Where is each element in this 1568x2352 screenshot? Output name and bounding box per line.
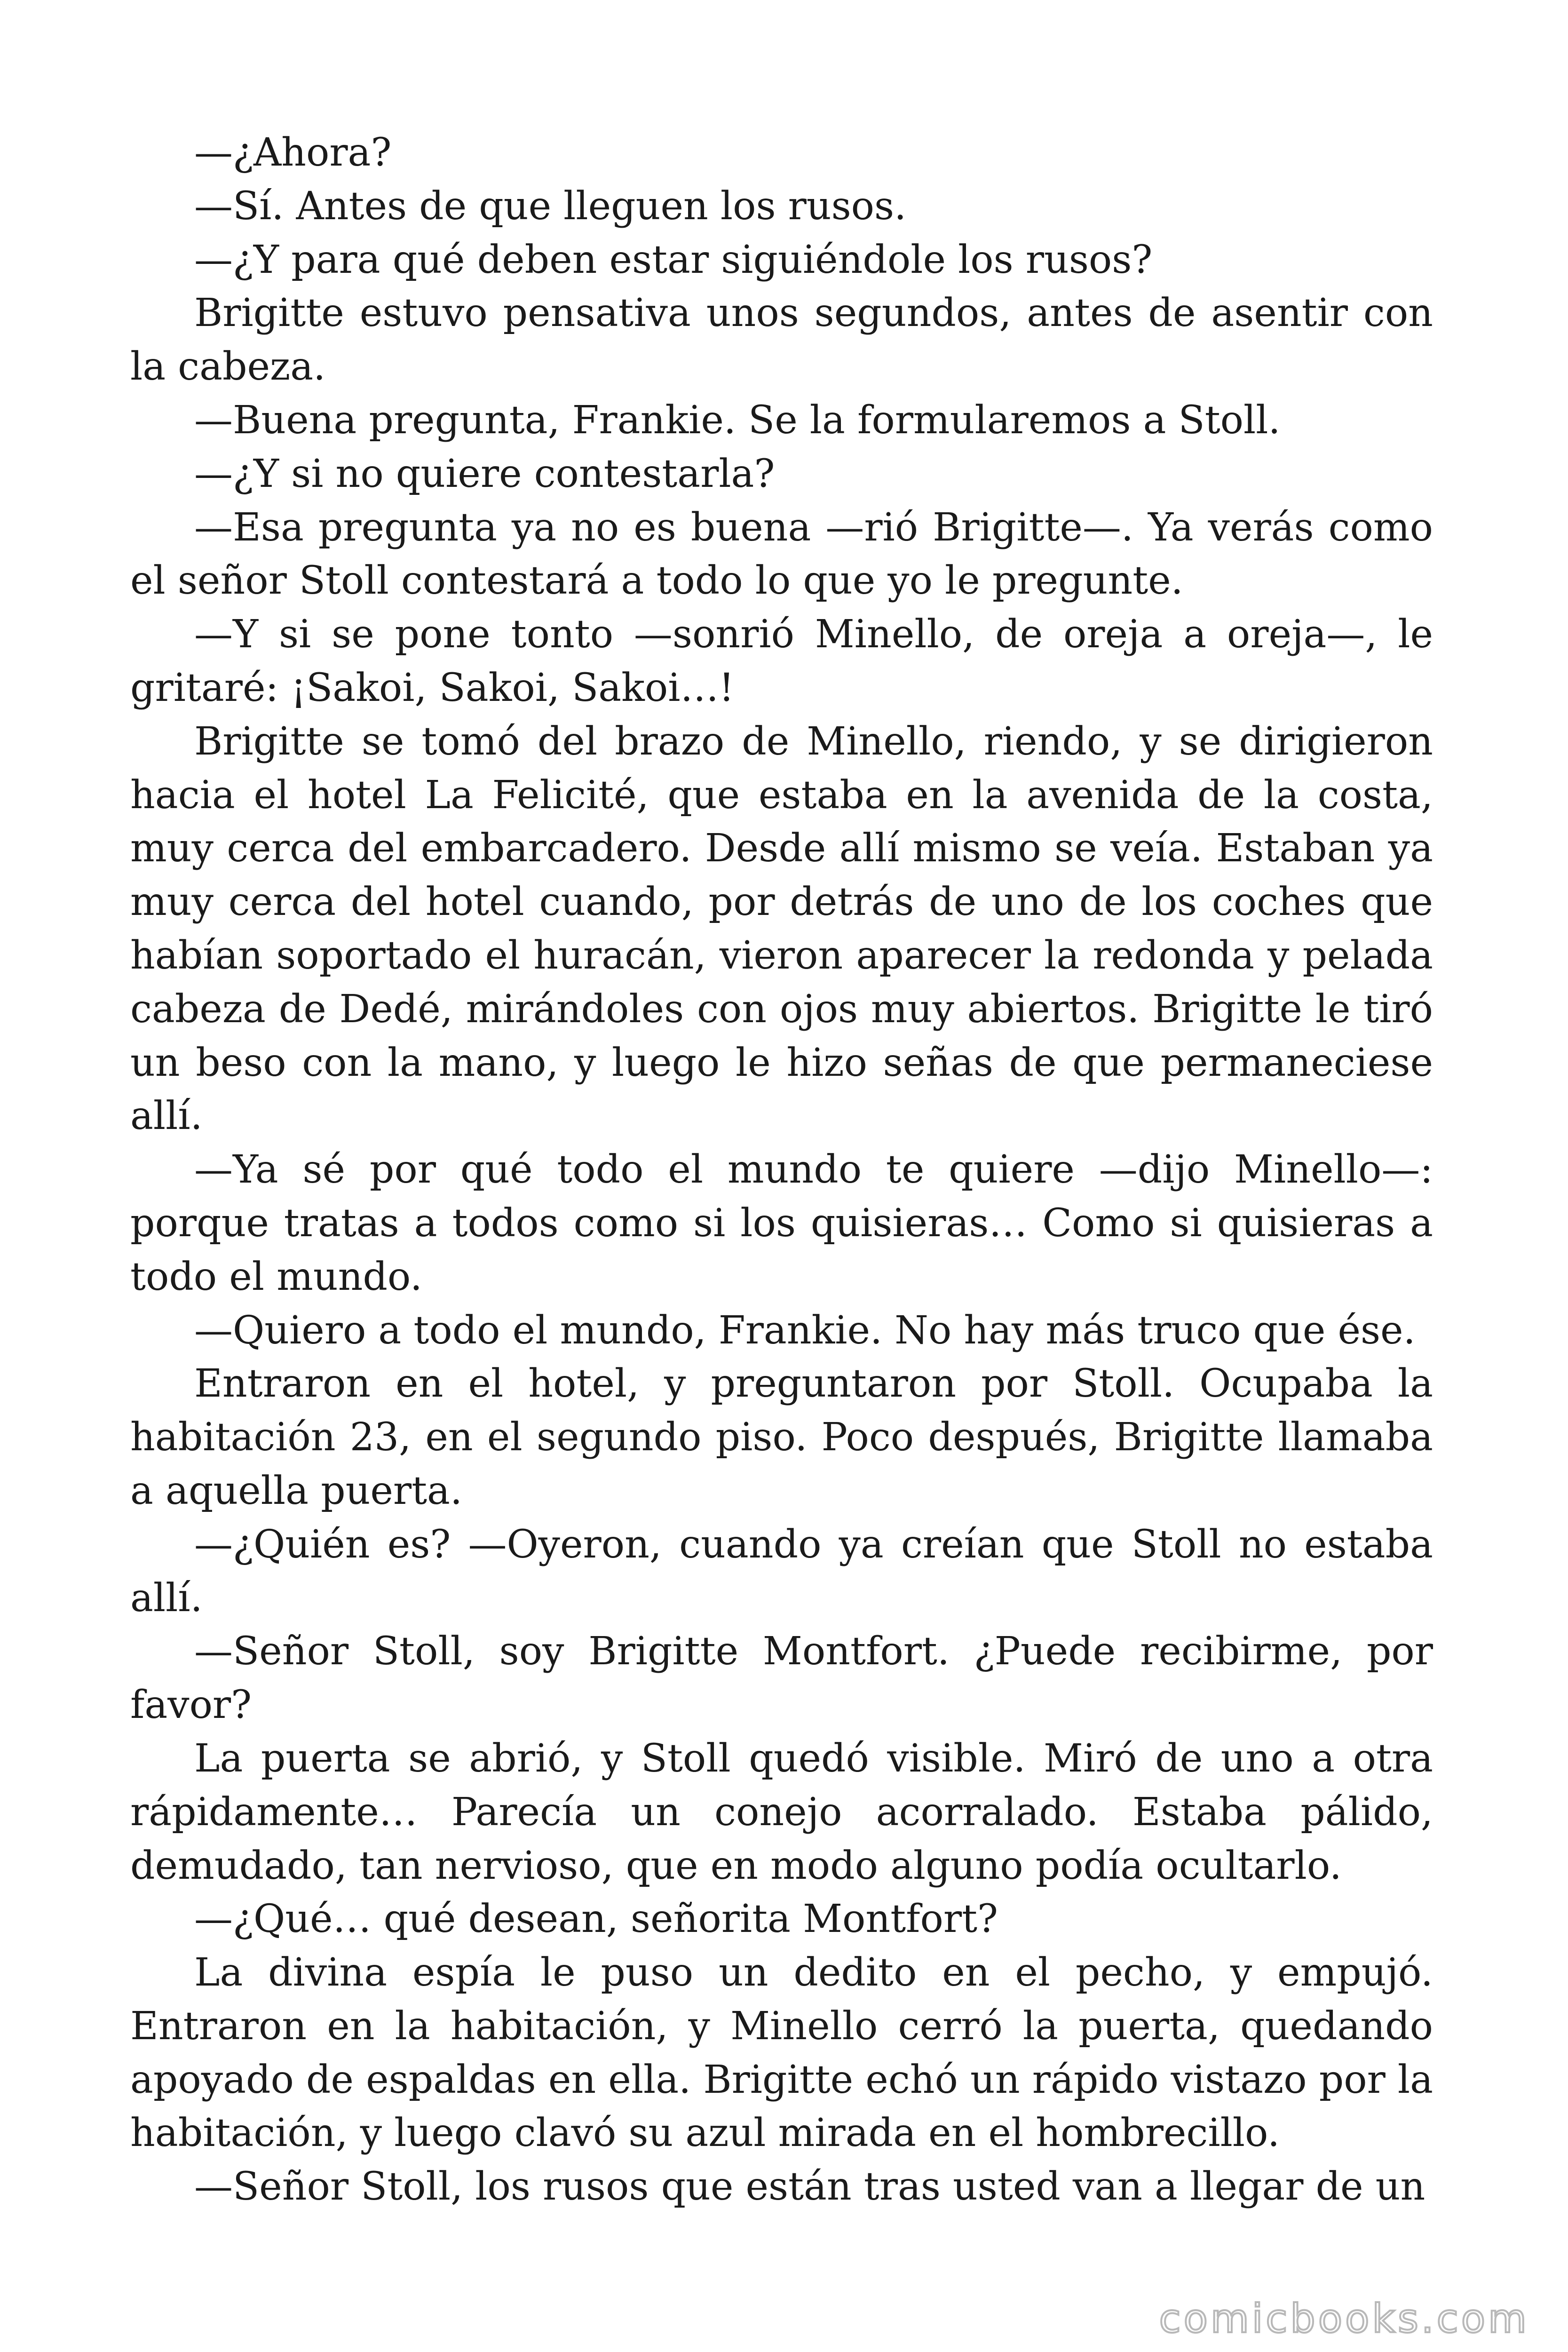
page-text (130, 126, 1433, 2214)
paragraph: —¿Quién es? —Oyeron, cuando ya creían que Stoll no estaba allí. (130, 1522, 1433, 1621)
paragraph: —Sí. Antes de que lleguen los rusos. (194, 183, 907, 229)
watermark: comicbooks.com (1159, 2296, 1529, 2342)
paragraph: La divina espía le puso un dedito en el pecho, y empujó. Entraron en la habitación, y Minello cerró la puerta, quedando apoyado de espaldas en ella. Brigitte echó un rápido vistazo por la habitación, y luego clavó su azul mirada en el hombrecillo. (130, 1950, 1433, 2156)
paragraph: —Esa pregunta ya no es buena —rió Brigitte—. Ya verás como el señor Stoll contestará a todo lo que yo le pregunte. (130, 505, 1433, 604)
paragraph: Brigitte estuvo pensativa unos segundos, antes de asentir con la cabeza. (130, 291, 1433, 389)
paragraph: —¿Y si no quiere contestarla? (194, 451, 775, 496)
paragraph: —Ya sé por qué todo el mundo te quiere —dijo Minello—: porque tratas a todos como si los quisieras… Como si quisieras a todo el mundo. (130, 1147, 1433, 1299)
paragraph: —Y si se pone tonto —sonrió Minello, de oreja a oreja—, le gritaré: ¡Sakoi, Sakoi, Sakoi…! (130, 612, 1433, 710)
paragraph: Entraron en el hotel, y preguntaron por Stoll. Ocupaba la habitación 23, en el segundo piso. Poco después, Brigitte llamaba a aquella puerta. (130, 1361, 1433, 1513)
paragraph: —¿Qué… qué desean, señorita Montfort? (194, 1897, 998, 1942)
paragraph: —Quiero a todo el mundo, Frankie. No hay más truco que ése. (194, 1308, 1416, 1353)
paragraph: —Buena pregunta, Frankie. Se la formularemos a Stoll. (194, 397, 1281, 443)
paragraph: —¿Y para qué deben estar siguiéndole los rusos? (194, 237, 1153, 282)
paragraph: La puerta se abrió, y Stoll quedó visible. Miró de uno a otra rápidamente… Parecía un conejo acorralado. Estaba pálido, demudado, tan nervioso, que en modo alguno podía ocultarlo. (130, 1736, 1433, 1888)
paragraph: —¿Ahora? (194, 130, 392, 175)
paragraph: —Señor Stoll, los rusos que están tras usted van a llegar de un (194, 2164, 1425, 2209)
paragraph: Brigitte se tomó del brazo de Minello, riendo, y se dirigieron hacia el hotel La Felicité, que estaba en la avenida de la costa, muy cerca del embarcadero. Desde allí mismo se veía. Estaban ya muy cerca del hotel cuando, por detrás de uno de los coches que habían soportado el huracán, vieron aparecer la redonda y pelada cabeza de Dedé, mirándoles con ojos muy abiertos. Brigitte le tiró un beso con la mano, y luego le hizo señas de que permaneciese allí. (130, 719, 1433, 1139)
paragraph: —Señor Stoll, soy Brigitte Montfort. ¿Puede recibirme, por favor? (130, 1629, 1433, 1728)
